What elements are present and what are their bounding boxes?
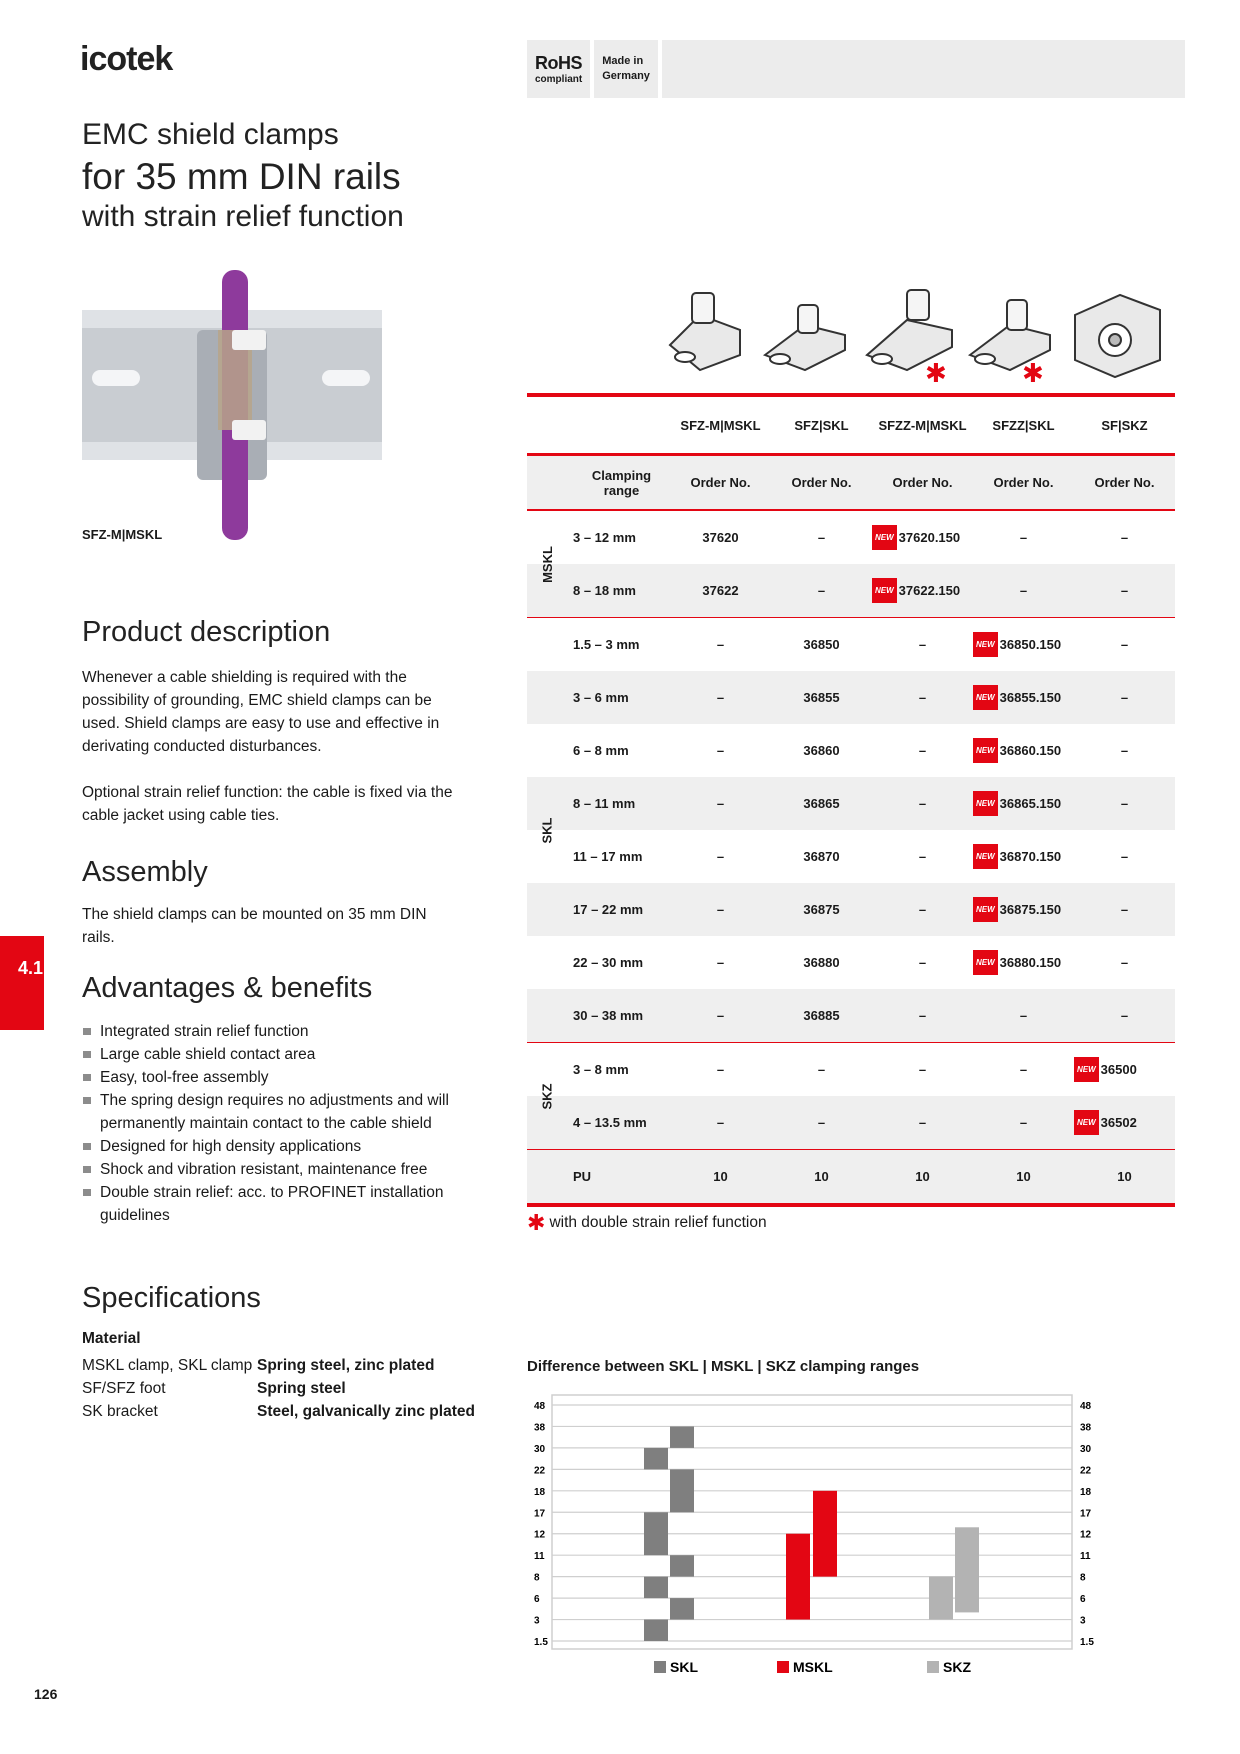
bar-skl — [670, 1469, 694, 1512]
order-header: Order No. — [892, 475, 953, 490]
bar-skl — [644, 1512, 668, 1555]
legend-swatch-skz — [927, 1661, 939, 1673]
spec-key: SK bracket — [82, 1403, 158, 1420]
order-number-cell: – — [716, 637, 725, 652]
spec-row — [82, 1377, 475, 1400]
clamping-range-cell: 17 – 22 mm — [573, 902, 644, 917]
specifications-table — [82, 1354, 475, 1423]
specifications-heading: Specifications — [82, 1282, 261, 1314]
new-badge: NEW — [872, 525, 897, 550]
legend-swatch-mskl — [777, 1661, 789, 1673]
bar-skl — [670, 1555, 694, 1576]
y-tick-label-right: 6 — [1080, 1594, 1086, 1606]
clamp-image-sf-skz — [1070, 285, 1165, 385]
clamp-image-sfz-skl — [760, 285, 855, 385]
table-row — [527, 936, 1175, 989]
y-tick-label-left: 8 — [534, 1572, 540, 1584]
new-badge: NEW — [973, 897, 998, 922]
clamp-image-sfzz-skl — [965, 285, 1060, 385]
chapter-tab: 4.1 — [0, 936, 44, 1030]
table-group-skl — [527, 618, 1175, 1042]
group-label: SKL — [539, 817, 555, 843]
order-number-cell: – — [918, 637, 927, 652]
order-table — [527, 393, 1175, 1207]
y-tick-label-right: 22 — [1080, 1465, 1092, 1477]
new-badge: NEW — [1074, 1110, 1099, 1135]
order-number-cell: – — [1120, 796, 1129, 811]
order-number-cell — [872, 525, 973, 550]
page-title-line2: for 35 mm DIN rails — [82, 156, 401, 197]
order-number-cell: – — [1120, 690, 1129, 705]
range-header: Clamping range — [591, 467, 652, 498]
footnote — [527, 1210, 767, 1236]
clamping-range-cell: 4 – 13.5 mm — [573, 1115, 647, 1130]
order-number-cell — [973, 950, 1074, 975]
rohs-badge — [527, 40, 590, 98]
order-number-cell: – — [716, 902, 725, 917]
icotek-logo: icotek — [80, 40, 173, 78]
double-strain-relief-marker: ✱ — [925, 358, 947, 388]
order-number-value: 37622.150 — [898, 583, 961, 598]
bar-skl — [644, 1448, 668, 1469]
order-number-cell: – — [1019, 530, 1028, 545]
order-number-value: 36870.150 — [999, 849, 1062, 864]
order-number-value: 36865.150 — [999, 796, 1062, 811]
benefit-item: Double strain relief: acc. to PROFINET installation guidelines — [82, 1181, 462, 1227]
rohs-sub: compliant — [535, 74, 583, 85]
legend-label: SKZ — [943, 1659, 971, 1673]
table-row — [527, 777, 1175, 830]
order-number-cell: – — [716, 743, 725, 758]
new-badge: NEW — [973, 950, 998, 975]
order-number-cell: – — [918, 1115, 927, 1130]
y-tick-label-right: 3 — [1080, 1615, 1086, 1627]
y-tick-label-left: 12 — [534, 1529, 546, 1541]
pu-row — [527, 1150, 1175, 1203]
table-subheader-row — [527, 456, 1175, 509]
column-header: SFZ-M|MSKL — [680, 417, 761, 433]
chart-title: Difference between SKL | MSKL | SKZ clamping ranges — [527, 1358, 920, 1375]
pu-value: 10 — [1016, 1169, 1031, 1184]
table-row — [527, 830, 1175, 883]
y-tick-label-left: 3 — [534, 1615, 540, 1627]
order-number-cell: – — [1019, 1062, 1028, 1077]
order-number-cell: 36870 — [803, 849, 840, 864]
order-number-cell: – — [1120, 637, 1129, 652]
clamping-range-cell: 6 – 8 mm — [573, 743, 629, 758]
bar-skl — [644, 1577, 668, 1598]
order-number-cell: – — [918, 902, 927, 917]
order-number-cell: 36855 — [803, 690, 840, 705]
y-tick-label-right: 17 — [1080, 1508, 1092, 1520]
order-number-cell: – — [1120, 849, 1129, 864]
page-number: 126 — [34, 1686, 58, 1702]
pu-label: PU — [573, 1169, 592, 1184]
order-number-cell: 36850 — [803, 637, 840, 652]
table-row — [527, 511, 1175, 564]
table-column-header-row — [527, 397, 1175, 453]
spec-value: Spring steel, zinc plated — [257, 1357, 435, 1374]
y-tick-label-left: 30 — [534, 1443, 546, 1455]
order-number-cell: – — [918, 743, 927, 758]
y-tick-label-left: 22 — [534, 1465, 546, 1477]
bar-mskl — [813, 1491, 837, 1577]
clamping-range-cell: 3 – 8 mm — [573, 1062, 629, 1077]
column-header: SFZZ-M|MSKL — [878, 417, 967, 433]
order-number-cell: – — [918, 690, 927, 705]
benefit-item: Easy, tool-free assembly — [82, 1066, 462, 1089]
order-number-cell: 37622 — [702, 583, 739, 598]
clamping-range-cell: 3 – 12 mm — [573, 530, 636, 545]
table-row — [527, 724, 1175, 777]
spec-value: Spring steel — [257, 1380, 346, 1397]
benefits-list — [82, 1020, 462, 1227]
order-header: Order No. — [690, 475, 751, 490]
benefits-heading: Advantages & benefits — [82, 972, 373, 1004]
clamping-range-cell: 8 – 11 mm — [573, 796, 636, 811]
order-number-cell: 36880 — [803, 955, 840, 970]
order-number-value: 37620.150 — [898, 530, 961, 545]
order-number-value: 36502 — [1100, 1115, 1137, 1130]
order-header: Order No. — [791, 475, 852, 490]
assembly-text: The shield clamps can be mounted on 35 mm DIN rails. — [82, 906, 427, 946]
assembly-heading: Assembly — [82, 856, 208, 888]
y-tick-label-right: 30 — [1080, 1443, 1092, 1455]
pu-value: 10 — [713, 1169, 728, 1184]
table-row — [527, 564, 1175, 617]
order-number-cell: – — [1120, 583, 1129, 598]
order-number-cell: – — [716, 1008, 725, 1023]
product-description-text1: Whenever a cable shielding is required with the possibility of grounding, EMC shield clamps can be used. Shield clamps are easy to use and effective in derivating conducted disturbances. — [82, 669, 440, 755]
product-photo — [82, 270, 382, 540]
spec-key: SF/SFZ foot — [82, 1380, 166, 1397]
clamping-range-chart — [527, 1393, 1097, 1673]
order-number-cell: – — [1019, 1008, 1028, 1023]
column-header: SFZZ|SKL — [992, 417, 1055, 433]
y-tick-label-left: 38 — [534, 1422, 546, 1434]
new-badge: NEW — [973, 791, 998, 816]
y-tick-label-right: 8 — [1080, 1572, 1086, 1584]
order-number-cell — [973, 844, 1074, 869]
order-number-cell: – — [716, 955, 725, 970]
y-tick-label-left: 1.5 — [534, 1637, 548, 1648]
column-header: SF|SKZ — [1101, 417, 1148, 433]
table-row — [527, 618, 1175, 671]
order-number-cell: – — [817, 530, 826, 545]
y-tick-label-right: 38 — [1080, 1422, 1092, 1434]
order-number-cell: 36860 — [803, 743, 840, 758]
order-number-cell: – — [716, 690, 725, 705]
photo-caption: SFZ-M|MSKL — [82, 527, 163, 542]
clamping-range-cell: 8 – 18 mm — [573, 583, 636, 598]
clamping-range-cell: 11 – 17 mm — [573, 849, 643, 864]
clamping-range-cell: 30 – 38 mm — [573, 1008, 644, 1023]
group-separator — [527, 1149, 1175, 1150]
order-header: Order No. — [993, 475, 1054, 490]
legend-swatch-skl — [654, 1661, 666, 1673]
y-tick-label-right: 11 — [1080, 1551, 1091, 1563]
order-number-cell: 36885 — [803, 1008, 840, 1023]
bar-skl — [644, 1620, 668, 1641]
order-number-cell: – — [716, 849, 725, 864]
clamping-range-cell: 22 – 30 mm — [573, 955, 644, 970]
order-number-cell: – — [918, 1062, 927, 1077]
legend-label: SKL — [670, 1659, 698, 1673]
rohs-title: RoHS — [535, 53, 582, 73]
order-number-cell: – — [817, 1115, 826, 1130]
table-row — [527, 1043, 1175, 1096]
y-tick-label-right: 1.5 — [1080, 1637, 1094, 1648]
order-number-cell: – — [716, 1115, 725, 1130]
double-strain-relief-marker: ✱ — [1022, 358, 1044, 388]
order-number-cell: – — [1120, 1008, 1129, 1023]
new-badge: NEW — [872, 578, 897, 603]
page-title-line1: EMC shield clamps — [82, 118, 339, 151]
column-header: SFZ|SKL — [794, 417, 849, 433]
new-badge: NEW — [1074, 1057, 1099, 1082]
new-badge: NEW — [973, 632, 998, 657]
order-number-cell — [1074, 1057, 1175, 1082]
table-row — [527, 671, 1175, 724]
order-number-cell — [973, 685, 1074, 710]
benefit-item: The spring design requires no adjustments and will permanently maintain contact to the cable shield — [82, 1089, 462, 1135]
certification-badges — [527, 40, 1185, 98]
pu-value: 10 — [1117, 1169, 1132, 1184]
clamping-range-cell: 1.5 – 3 mm — [573, 637, 640, 652]
spec-value: Steel, galvanically zinc plated — [257, 1403, 475, 1420]
benefit-item: Shock and vibration resistant, maintenance free — [82, 1158, 462, 1181]
group-label: SKZ — [539, 1083, 555, 1109]
order-number-cell: – — [716, 796, 725, 811]
order-number-cell: – — [918, 955, 927, 970]
order-number-cell — [973, 897, 1074, 922]
order-number-cell — [973, 632, 1074, 657]
benefit-item: Large cable shield contact area — [82, 1043, 462, 1066]
y-tick-label-left: 48 — [534, 1401, 546, 1412]
bar-mskl — [786, 1534, 810, 1620]
order-number-cell: – — [716, 1062, 725, 1077]
new-badge: NEW — [973, 844, 998, 869]
made-in-line2: Germany — [602, 70, 650, 82]
bar-skl — [670, 1426, 694, 1447]
order-number-cell — [1074, 1110, 1175, 1135]
y-tick-label-left: 18 — [534, 1486, 546, 1498]
footnote-text: with double strain relief function — [549, 1214, 767, 1232]
order-number-cell: – — [1120, 743, 1129, 758]
material-label: Material — [82, 1330, 141, 1347]
y-tick-label-left: 11 — [534, 1551, 545, 1563]
order-number-cell: – — [918, 796, 927, 811]
product-description-heading: Product description — [82, 616, 331, 648]
order-number-cell: 36875 — [803, 902, 840, 917]
order-number-cell: – — [918, 849, 927, 864]
table-group-mskl — [527, 511, 1175, 617]
y-tick-label-right: 18 — [1080, 1486, 1092, 1498]
group-label: MSKL — [539, 545, 555, 583]
y-tick-label-right: 12 — [1080, 1529, 1092, 1541]
order-number-value: 36875.150 — [999, 902, 1062, 917]
order-number-cell: – — [817, 583, 826, 598]
badge-filler — [662, 40, 1185, 98]
order-number-cell — [973, 791, 1074, 816]
benefit-item: Integrated strain relief function — [82, 1020, 462, 1043]
order-number-cell: – — [1120, 530, 1129, 545]
table-group-skz — [527, 1043, 1175, 1149]
order-number-cell: – — [1019, 1115, 1028, 1130]
spec-row — [82, 1354, 475, 1377]
order-number-cell: – — [817, 1062, 826, 1077]
table-row — [527, 989, 1175, 1042]
order-number-cell: – — [918, 1008, 927, 1023]
order-number-value: 36860.150 — [999, 743, 1062, 758]
benefit-item: Designed for high density applications — [82, 1135, 462, 1158]
bar-skz — [955, 1527, 979, 1612]
pu-value: 10 — [814, 1169, 829, 1184]
clamp-image-sfz-m-mskl — [660, 285, 755, 385]
spec-key: MSKL clamp, SKL clamp — [82, 1357, 253, 1374]
order-number-cell — [872, 578, 973, 603]
table-row — [527, 1096, 1175, 1149]
table-body — [527, 511, 1175, 1150]
order-number-cell: – — [1019, 583, 1028, 598]
legend-label: MSKL — [793, 1659, 833, 1673]
order-number-cell: 37620 — [702, 530, 739, 545]
table-row — [527, 883, 1175, 936]
table-bottom-rule — [527, 1203, 1175, 1207]
made-in-line1: Made in — [602, 55, 644, 67]
pu-value: 10 — [915, 1169, 930, 1184]
order-number-cell: – — [1120, 902, 1129, 917]
order-number-value: 36855.150 — [999, 690, 1062, 705]
clamping-range-cell: 3 – 6 mm — [573, 690, 629, 705]
order-number-cell: – — [1120, 955, 1129, 970]
new-badge: NEW — [973, 738, 998, 763]
product-description-text2: Optional strain relief function: the cable is fixed via the cable jacket using cable ties. — [82, 784, 453, 824]
bar-skl — [670, 1598, 694, 1619]
order-header: Order No. — [1094, 475, 1155, 490]
made-in-badge — [594, 40, 658, 98]
order-number-value: 36850.150 — [999, 637, 1062, 652]
page-title-line3: with strain relief function — [82, 200, 404, 233]
order-number-cell: 36865 — [803, 796, 840, 811]
spec-row — [82, 1400, 475, 1423]
order-number-value: 36500 — [1100, 1062, 1137, 1077]
bar-skz — [929, 1577, 953, 1620]
order-number-cell — [973, 738, 1074, 763]
chart-frame — [552, 1395, 1072, 1649]
y-tick-label-right: 48 — [1080, 1401, 1092, 1412]
order-number-value: 36880.150 — [999, 955, 1062, 970]
y-tick-label-left: 17 — [534, 1508, 546, 1520]
new-badge: NEW — [973, 685, 998, 710]
asterisk-icon: ✱ — [527, 1210, 546, 1235]
y-tick-label-left: 6 — [534, 1594, 540, 1606]
